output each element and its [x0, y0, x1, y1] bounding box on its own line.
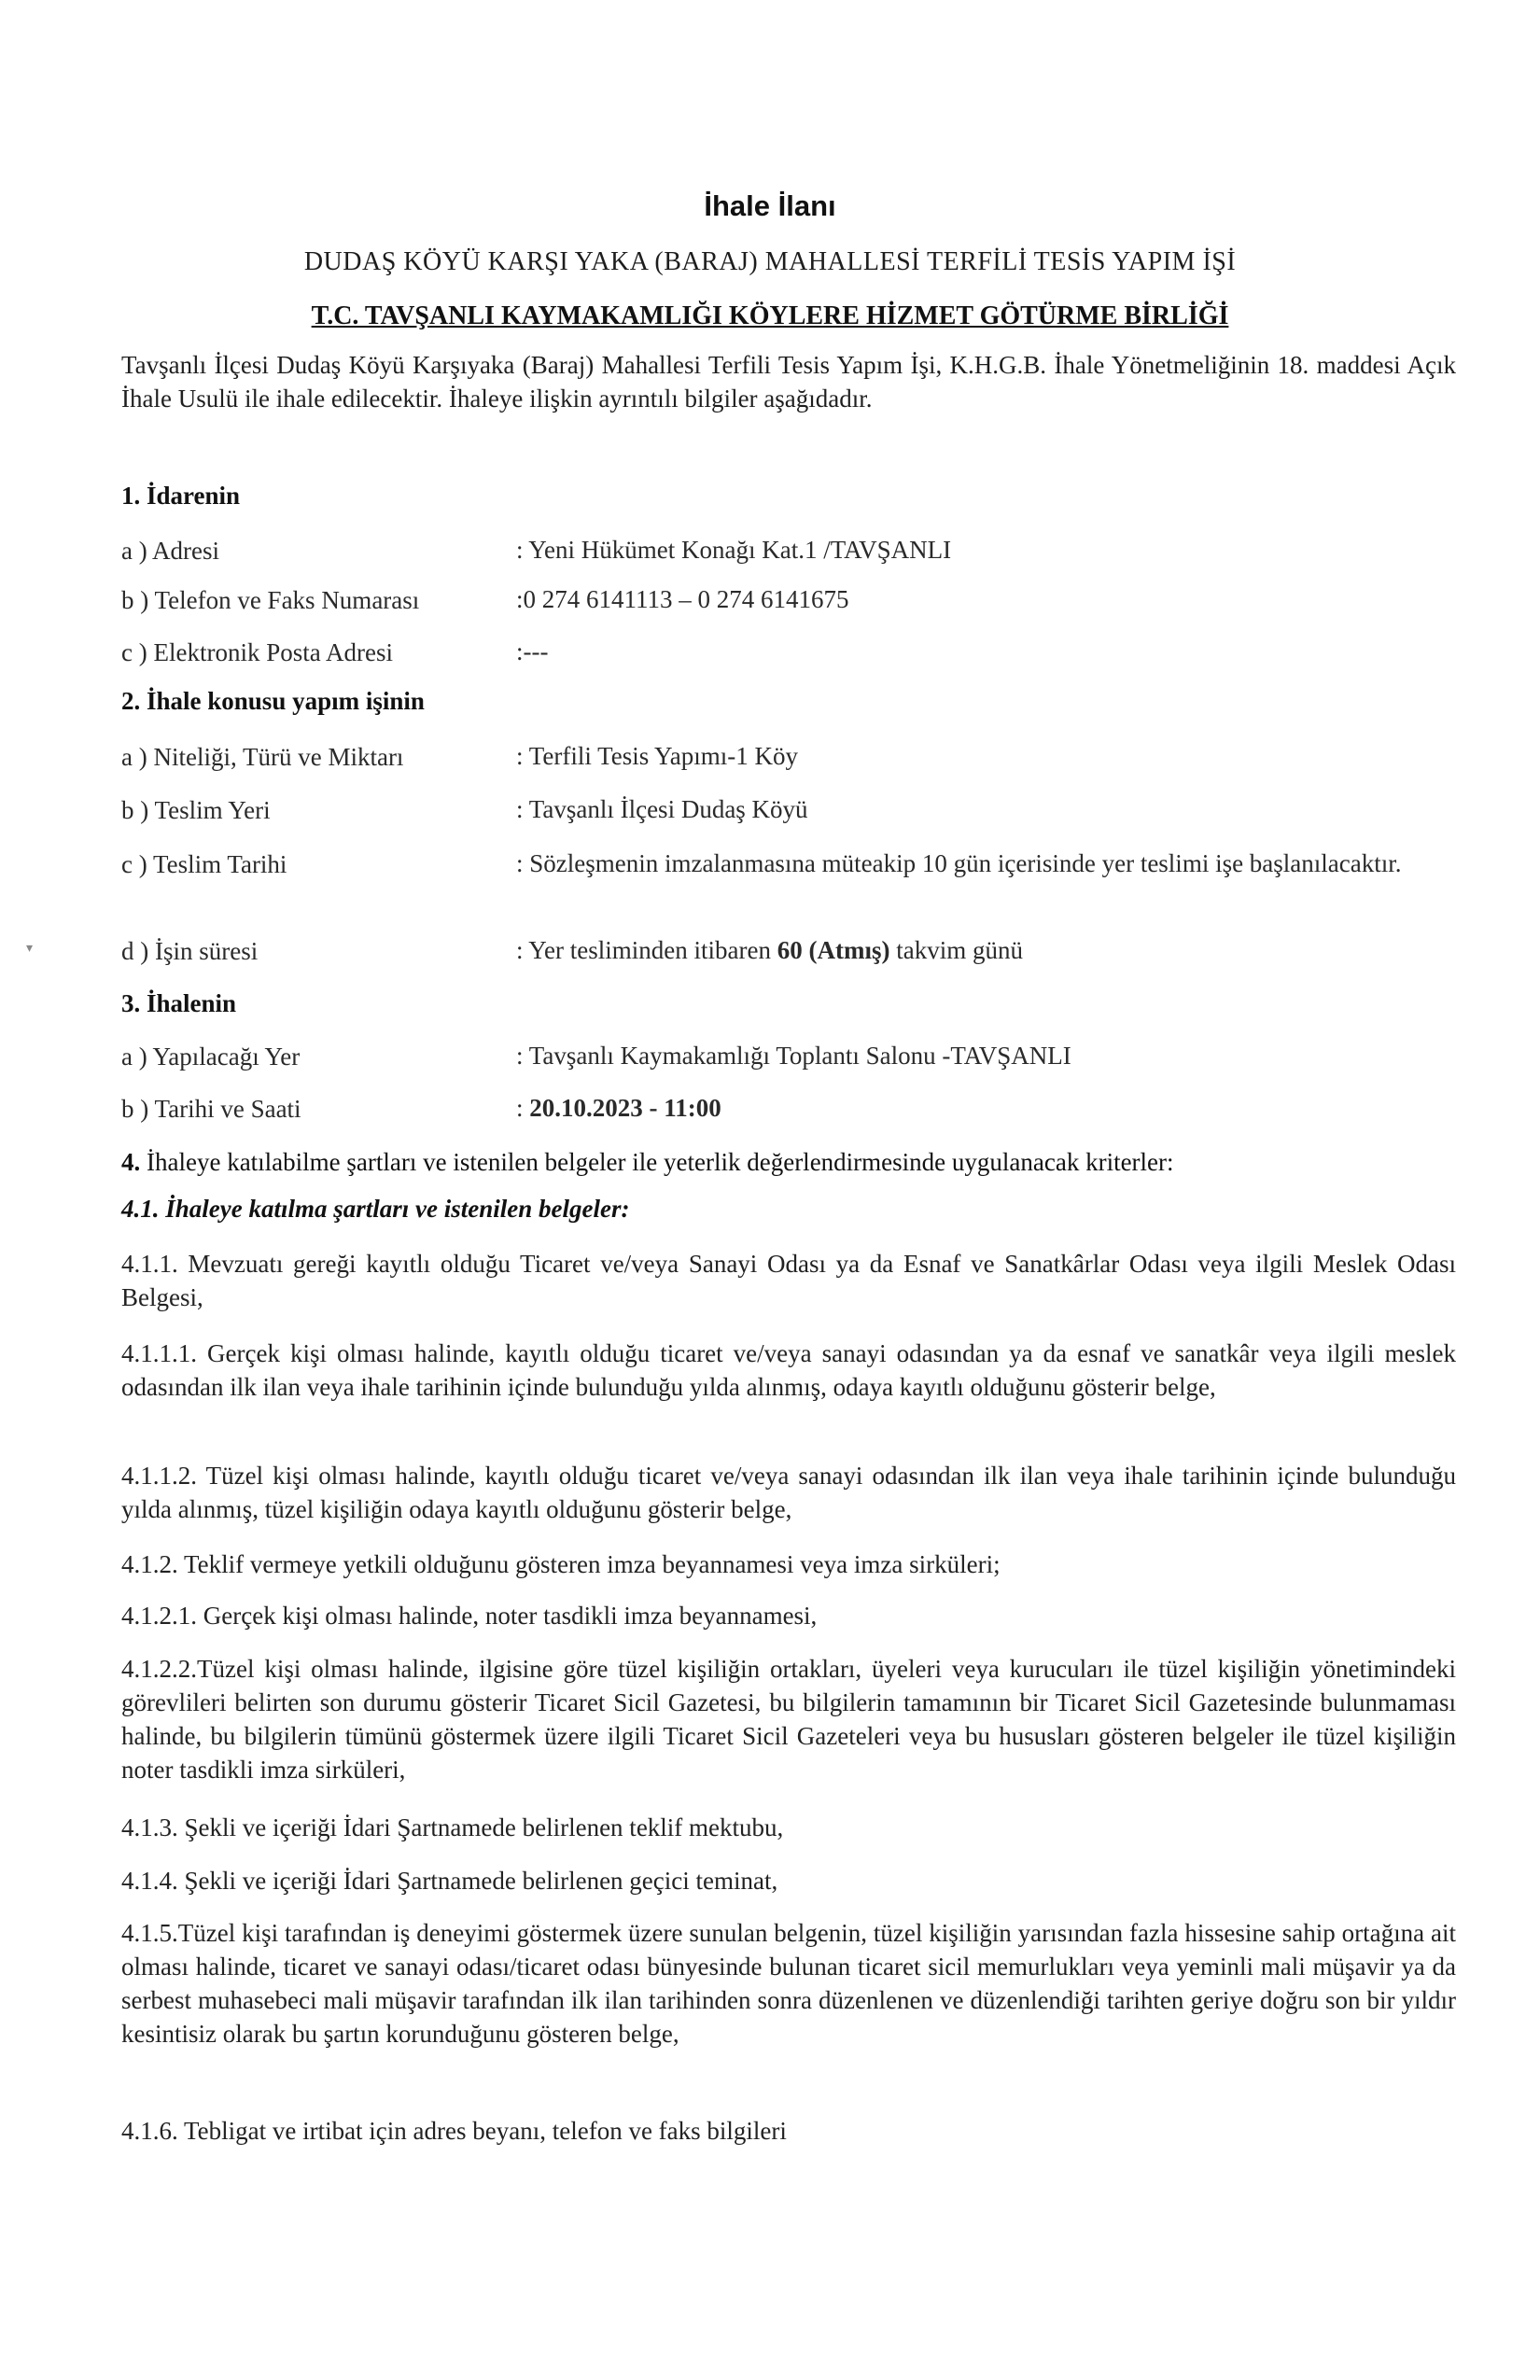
- section-3-row-label: a ) Yapılacağı Yer: [121, 1043, 301, 1071]
- section-1-row-value: :0 274 6141113 – 0 274 6141675: [516, 585, 849, 613]
- criteria-paragraph: 4.1.2. Teklif vermeye yetkili olduğunu gösteren imza beyannamesi veya imza sirküleri;: [121, 1550, 1001, 1578]
- criteria-paragraph: 4.1.4. Şekli ve içeriği İdari Şartnamede belirlenen geçici teminat,: [121, 1867, 778, 1895]
- section-2-row-value: [516, 933, 1459, 967]
- section-1-heading: 1. İdarenin: [121, 482, 241, 510]
- value-suffix: takvim günü: [889, 936, 1023, 964]
- section-4-1-heading: 4.1. İhaleye katılma şartları ve istenilen belgeler:: [121, 1195, 630, 1223]
- criteria-paragraph: 4.1.1.1. Gerçek kişi olması halinde, kayıtlı olduğu ticaret ve/veya sanayi odasından ya da esnaf ve sanatkâr veya ilgili meslek odasından ilk ilan veya ihale tarihinin içinde bulunduğu yılda alınmış, odaya kayıtlı olduğunu gösterir belge,: [121, 1339, 1456, 1401]
- document-title: İhale İlanı: [704, 189, 836, 222]
- section-1-row-label: c ) Elektronik Posta Adresi: [121, 638, 393, 666]
- value-emphasis: 20.10.2023 - 11:00: [529, 1094, 721, 1122]
- criteria-paragraph: 4.1.1.2. Tüzel kişi olması halinde, kayıtlı olduğu ticaret ve/veya sanayi odasından ilk ilan veya ihale tarihinin içinde bulunduğu yılda alınmış, tüzel kişiliğin odaya kayıtlı olduğunu gösterir belge,: [121, 1462, 1456, 1523]
- criteria-paragraph: 4.1.1. Mevzuatı gereği kayıtlı olduğu Ticaret ve/veya Sanayi Odası ya da Esnaf ve Sanatkârlar Odası veya ilgili Meslek Odası Belgesi,: [121, 1250, 1456, 1311]
- section-2-row-label: c ) Teslim Tarihi: [121, 850, 287, 878]
- section-1-row-value: :---: [516, 637, 549, 665]
- section-3-row-value: : Tavşanlı Kaymakamlığı Toplantı Salonu -TAVŞANLI: [516, 1042, 1071, 1070]
- issuer-title: T.C. TAVŞANLI KAYMAKAMLIĞI KÖYLERE HİZMET GÖTÜRME BİRLİĞİ: [311, 301, 1229, 330]
- section-2-heading: 2. İhale konusu yapım işinin: [121, 687, 425, 715]
- section-3-row-value: [516, 1091, 1459, 1125]
- section-2-row-label: d ) İşin süresi: [121, 937, 259, 965]
- section-2-row-label: b ) Teslim Yeri: [121, 796, 271, 824]
- section-1-row-label: a ) Adresi: [121, 537, 219, 565]
- section-1-row-value: : Yeni Hükümet Konağı Kat.1 /TAVŞANLI: [516, 536, 952, 564]
- criteria-paragraph: 4.1.5.Tüzel kişi tarafından iş deneyimi göstermek üzere sunulan belgenin, tüzel kişiliğin yarısından fazla hissesine sahip ortağına ait olması halinde, ticaret ve sanayi odası/ticaret odası bünyesinde bulunan ticaret sicil memurlukları veya yeminli mali müşavir ya da serbest muhasebeci mali müşavir tarafından ilk ilan tarihinden sonra düzenlenen ve düzenlendiği tarihten geriye doğru son bir yıldır kesintisiz olarak bu şartın korunduğunu gösteren belge,: [121, 1919, 1456, 2048]
- section-2-row-value: : Sözleşmenin imzalanmasına müteakip 10 gün içerisinde yer teslimi işe başlanılacaktır.: [516, 849, 1402, 877]
- section-2-row-label: a ) Niteliği, Türü ve Miktarı: [121, 743, 404, 771]
- value-emphasis: 60 (Atmış): [777, 936, 890, 964]
- criteria-paragraph: 4.1.3. Şekli ve içeriği İdari Şartnamede belirlenen teklif mektubu,: [121, 1813, 784, 1841]
- section-3-row-label: b ) Tarihi ve Saati: [121, 1095, 301, 1123]
- criteria-paragraph: 4.1.6. Tebligat ve irtibat için adres beyanı, telefon ve faks bilgileri: [121, 2117, 787, 2145]
- criteria-paragraph: 4.1.2.2.Tüzel kişi olması halinde, ilgisine göre tüzel kişiliğin ortakları, üyeleri veya kurucuları ile tüzel kişiliğin yönetimindeki görevlileri belirten son durumu gösterir Ticaret Sicil Gazetesi, bu bilgilerin tamamının bir Ticaret Sicil Gazetesinde bulunmaması halinde, bu bilgilerin tümünü göstermek üzere ilgili Ticaret Sicil Gazeteleri veya bu hususları gösteren belgeler ile tüzel kişiliğin noter tasdikli imza sirküleri,: [121, 1655, 1456, 1784]
- section-1-row-label: b ) Telefon ve Faks Numarası: [121, 586, 420, 614]
- section-4-heading-text: İhaleye katılabilme şartları ve istenilen belgeler ile yeterlik değerlendirmesinde uygulanacak kriterler:: [147, 1148, 1174, 1176]
- project-title: DUDAŞ KÖYÜ KARŞI YAKA (BARAJ) MAHALLESİ TERFİLİ TESİS YAPIM İŞİ: [303, 247, 1237, 276]
- scan-speck: ▾: [26, 942, 34, 956]
- value-prefix: : Yer tesliminden itibaren: [516, 936, 777, 964]
- section-3-heading: 3. İhalenin: [121, 989, 237, 1017]
- section-2-row-value: : Terfili Tesis Yapımı-1 Köy: [516, 742, 798, 770]
- intro-paragraph: Tavşanlı İlçesi Dudaş Köyü Karşıyaka (Baraj) Mahallesi Terfili Tesis Yapım İşi, K.H.G.B. İhale Yönetmeliğinin 18. maddesi Açık İhale Usulü ile ihale edilecektir. İhaleye ilişkin ayrıntılı bilgiler aşağıdadır.: [121, 351, 1456, 413]
- section-4-number: 4.: [121, 1148, 147, 1176]
- criteria-paragraph: 4.1.2.1. Gerçek kişi olması halinde, noter tasdikli imza beyannamesi,: [121, 1602, 818, 1630]
- section-2-row-value: : Tavşanlı İlçesi Dudaş Köyü: [516, 795, 808, 823]
- section-4-heading: [121, 1148, 1174, 1177]
- value-prefix: :: [516, 1094, 530, 1122]
